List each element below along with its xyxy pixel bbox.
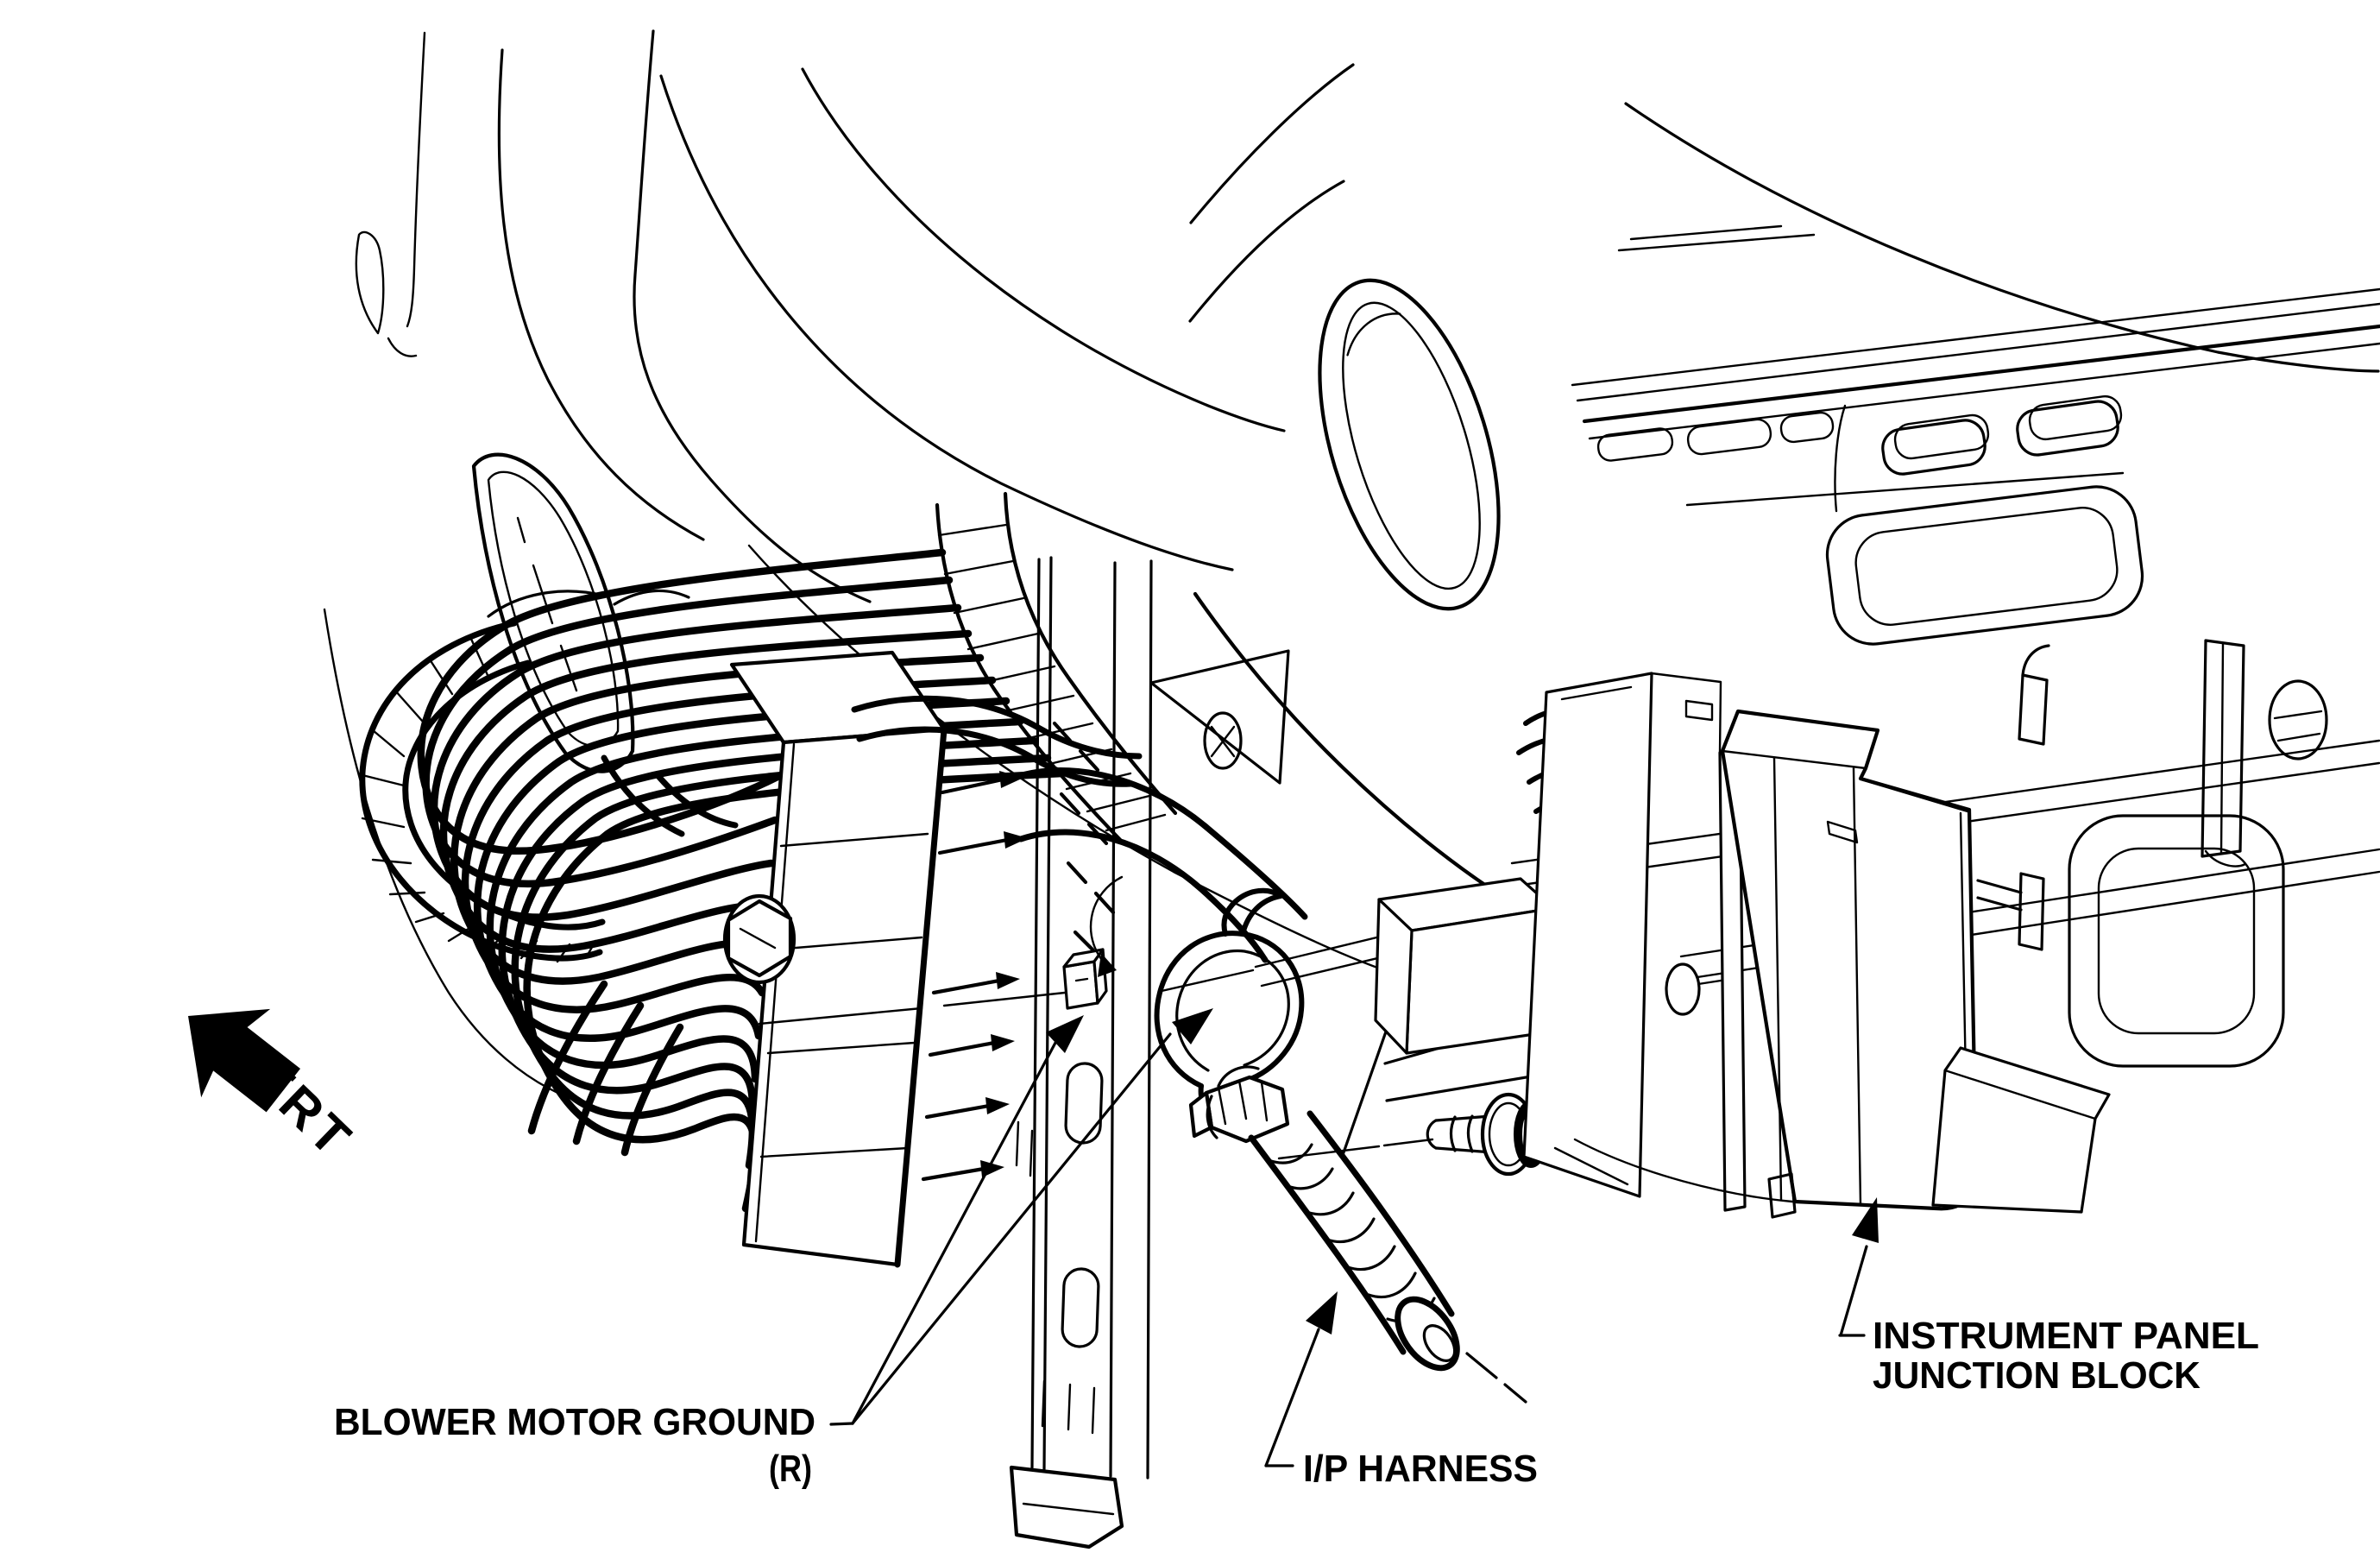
ip-harness-label: I/P HARNESS	[1303, 1448, 1538, 1490]
relay-box	[1376, 879, 1553, 1053]
callout-junction-block	[1840, 1197, 2259, 1397]
connector-pins	[923, 771, 1028, 1179]
harness-clamp	[1191, 1067, 1288, 1141]
leader-line	[831, 1423, 853, 1424]
pin-arrow-icon	[996, 972, 1020, 989]
carrier-large-slots	[1880, 394, 2123, 476]
instrument-panel-junction-block	[1519, 646, 2109, 1217]
frt-label: FRT	[242, 1049, 365, 1170]
ground-ring-terminal	[1091, 877, 1301, 1119]
hex-bolt	[725, 896, 794, 982]
stud-plate	[1151, 651, 1288, 783]
pin-arrow-icon	[985, 1097, 1010, 1114]
panel-opening-oval	[1285, 259, 1533, 629]
junction-block-label-line2: JUNCTION BLOCK	[1873, 1354, 2201, 1397]
junction-block-label-line1: INSTRUMENT PANEL	[1873, 1315, 2259, 1357]
callout-arrowhead-icon	[1306, 1291, 1338, 1335]
rail-foot	[1011, 1467, 1122, 1547]
leader-line	[1266, 1329, 1319, 1466]
frt-direction-arrow	[154, 972, 364, 1170]
carrier-slot-row	[1596, 411, 1834, 462]
blower-motor-ground-label-line1: BLOWER MOTOR GROUND	[334, 1401, 815, 1443]
leader-line	[1841, 1246, 1867, 1335]
blower-motor-ground-label-line2: (R)	[769, 1448, 812, 1490]
pin-arrow-icon	[991, 1034, 1015, 1051]
